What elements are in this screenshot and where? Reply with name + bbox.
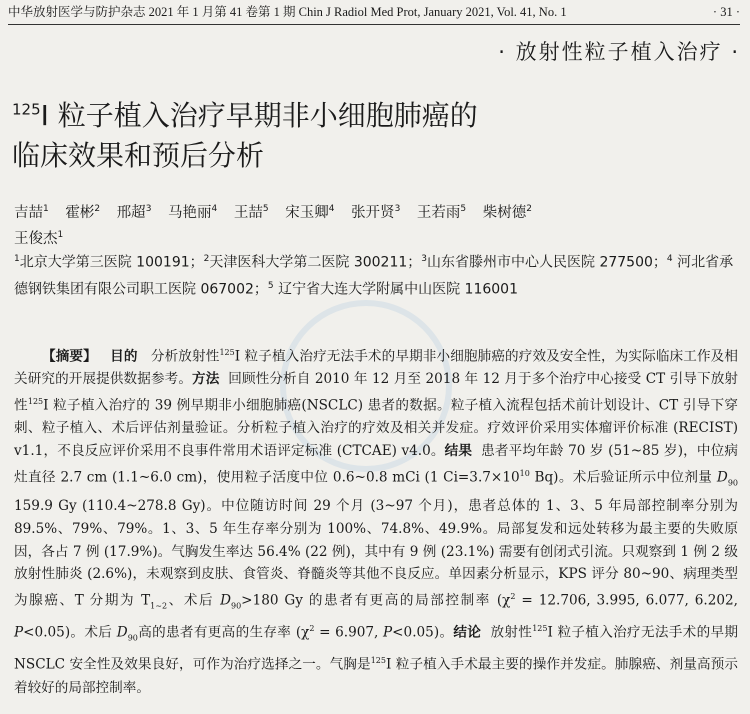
title-superscript: 125 (12, 100, 41, 119)
title-line-2: 临床效果和预后分析 (12, 139, 265, 172)
affiliation: 河北省承德钢铁集团有限公司职工医院 067002； (14, 254, 734, 298)
running-header (8, 2, 740, 25)
title-line-1-text: I 粒子植入治疗早期非小细胞肺癌的 (40, 99, 478, 132)
journal-citation: 中华放射医学与防护杂志 2021 年 1 月第 41 卷第 1 期 Chin J Radiol Med Prot, January 2021, Vol. 41, No. 1 (8, 5, 567, 19)
affiliation: 北京大学第三医院 100191； (19, 254, 204, 271)
author: 霍彬$^2$ (65, 204, 101, 221)
page-number: · 31 · (712, 5, 740, 19)
affiliation: 天津医科大学第二医院 300211； (209, 254, 422, 271)
author: 柴树德$^2$ (482, 204, 532, 221)
conclusion-label: 结论 (453, 624, 482, 641)
abstract: 【摘要】 目的 分析放射性$^{125}$I 粒子植入治疗无法手术的早期非小细胞肺癌的疗效及安全性，为实际临床工作及相关研究的开展提供数据参考。方法 回顾性分析自 2010 年 12 月至 2018 年 12 月于多个治疗中心接受 CT 引导下放射性$^{125}$I 粒子植入治疗的 39 例早期非小细胞肺癌(NSCLC) 患者的数据。粒子植入流程包括术前计划设计、CT 引导下穿刺、粒子植入、术后评估剂量验证。分析粒子植入治疗的疗效及相关并发症。疗效评价采用实体瘤评价标准 (RECIST) v1.1，不良反应评价采用不良事件常用术语评定标准 (CTCAE) v4.0。结果 患者平均年龄 70 岁 (51~85 岁)，中位病灶直径 2.7 cm (1.1~6.0 cm)，使用粒子活度中位 0.6~0.8 mCi (1 $Ci=3.7\times 10^{10}$ Bq)。术后验证所示中位剂量 $D_{90}$ 159.9 Gy (110.4~278.8 Gy)。中位随访时间 29 个月 (3~97 个月)，患者总体的 1、3、5 年局部控制率分别为 89.5%、79%、79%。1、3、5 年生存率分别为 100%、74.8%、49.9%。局部复发和远处转移为最主要的失败原因，各占 7 例 (17.9%)。气胸发生率达 56.4% (22 例)，其中有 9 例 (23.1%) 需要有创闭式引流。只观察到 1 例 2 级放射性肺炎 (2.6%)，未观察到皮肤、食管炎、脊髓炎等其他不良反应。单因素分析显示，KPS 评分 80~90、病理类型为腺癌、T 分期为 $T_{1\sim 2}$、术后 $D_{90}>180$ Gy 的患者有更高的局部控制率 ($\chi^2 = 12.706$, 3.995, 6.077, 6.202, P<0.05)。术后 $D_{90}$高的患者有更高的生存率 ($\chi^2 = 6.907$, P<0.05)。结论 放射性$^{125}$I 粒子植入治疗无法手术的早期 NSCLC 安全性及效果良好，可作为治疗选择之一。气胸是$^{125}$I 粒子植入手术最主要的操作并发症。肺腺癌、剂量高预示着较好的局部控制率。 (14, 348, 739, 696)
author: 宋玉卿$^4$ (285, 204, 335, 221)
author: 王喆$^5$ (233, 204, 269, 221)
affiliation: 辽宁省大连大学附属中山医院 116001 (273, 281, 518, 298)
methods-label: 方法 (192, 371, 220, 388)
article-title (12, 96, 632, 176)
affiliation: 山东省滕州市中心人民医院 277500； (427, 254, 667, 271)
affiliations: $^1$北京大学第三医院 100191；$^2$天津医科大学第二医院 300211；$^3$山东省滕州市中心人民医院 277500；$^4$ 河北省承德钢铁集团有限公司职工医院 067002；$^5$ 辽宁省大连大学附属中山医院 116001 (14, 254, 734, 298)
author: 邢超$^3$ (116, 204, 152, 221)
author: 王俊杰$^1$ (14, 229, 64, 247)
author-list (14, 198, 734, 250)
author: 马艳丽$^4$ (168, 204, 218, 221)
section-label: · 放射性粒子植入治疗 · (498, 40, 740, 64)
results-label: 结果 (444, 443, 473, 460)
title-line-1 (12, 96, 632, 136)
author: 张开贤$^3$ (351, 204, 401, 221)
author: 王若雨$^5$ (416, 204, 467, 221)
objective-label: 目的 (110, 348, 138, 365)
abstract-label: 【摘要】 (42, 348, 97, 365)
author: 吉喆$^1$ (14, 204, 49, 221)
